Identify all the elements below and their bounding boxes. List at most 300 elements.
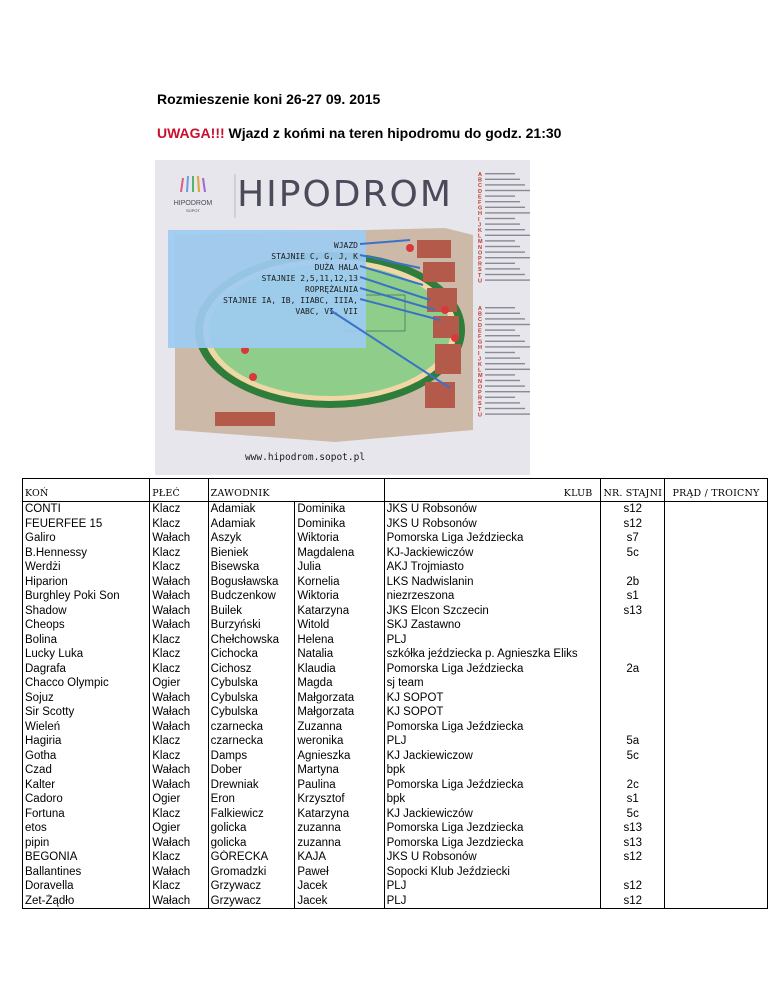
cell-nazwisko: Aszyk [208,531,295,546]
cell-plec: Wałach [150,531,208,546]
callout-line-7: VABC, VI, VII [295,307,358,316]
callout-line-6: STAJNIE IA, IB, IIABC, IIIA, [223,296,358,305]
cell-klub: sj team [384,676,601,691]
cell-nr-stajni [601,647,665,662]
header-zawodnik-blank [295,479,384,502]
cell-imie: Małgorzata [295,705,384,720]
cell-kon: Werdżi [23,560,150,575]
cell-kon: Shadow [23,604,150,619]
cell-nr-stajni: s12 [601,502,665,517]
cell-prad [665,865,768,880]
cell-nazwisko: golicka [208,836,295,851]
cell-nazwisko: Builek [208,604,295,619]
cell-nazwisko: Bogusławska [208,575,295,590]
legend-description-line [485,346,530,347]
cell-nr-stajni: s1 [601,589,665,604]
cell-klub: Pomorska Liga Jeździecka [384,531,601,546]
legend-letter: K [478,362,482,368]
legend-letter: B [478,177,482,184]
cell-kon: Wieleń [23,720,150,735]
cell-plec: Klacz [150,807,208,822]
legend-letter: A [478,172,482,178]
legend-letter: H [478,211,482,218]
cell-kon: B.Hennessy [23,546,150,561]
map-url: www.hipodrom.sopot.pl [244,452,366,463]
cell-imie: Małgorzata [295,691,384,706]
cell-klub: PLJ [384,894,601,909]
legend-description-line [485,195,515,196]
warning-line [157,125,561,141]
cell-prad [665,560,768,575]
cell-kon: BEGONIA [23,850,150,865]
legend-description-line [485,201,520,202]
legend-description-line [485,235,530,236]
cell-kon: Dagrafa [23,662,150,677]
cell-klub: Pomorska Liga Jeździecka [384,662,601,677]
cell-nr-stajni [601,676,665,691]
map-big-title: HIPODROM [237,174,453,215]
cell-prad [665,647,768,662]
cell-plec: Wałach [150,778,208,793]
cell-imie: Jacek [295,879,384,894]
cell-kon: Doravella [23,879,150,894]
cell-plec: Ogier [150,676,208,691]
cell-nazwisko: Cichocka [208,647,295,662]
cell-prad [665,705,768,720]
cell-plec: Ogier [150,821,208,836]
cell-imie: Krzysztof [295,792,384,807]
cell-klub: JKS U Robsonów [384,502,601,517]
cell-imie: Paweł [295,865,384,880]
cell-nazwisko: Damps [208,749,295,764]
cell-plec: Wałach [150,618,208,633]
cell-nazwisko: Adamiak [208,517,295,532]
cell-nr-stajni: s13 [601,836,665,851]
cell-klub: bpk [384,763,601,778]
legend-letter: M [478,239,483,246]
cell-plec: Klacz [150,734,208,749]
legend-description-line [485,329,515,330]
cell-imie: weronika [295,734,384,749]
cell-kon: Czad [23,763,150,778]
cell-prad [665,763,768,778]
cell-klub: KJ Jackiewiczów [384,807,601,822]
cell-plec: Wałach [150,575,208,590]
legend-description-line [485,318,525,319]
table-row [23,662,768,677]
cell-kon: CONTI [23,502,150,517]
cell-nr-stajni: s1 [601,792,665,807]
warning-prefix: UWAGA!!! [157,125,225,141]
cell-imie: Dominika [295,517,384,532]
cell-prad [665,778,768,793]
cell-plec: Klacz [150,517,208,532]
cell-plec: Wałach [150,894,208,909]
cell-imie: Paulina [295,778,384,793]
cell-plec: Klacz [150,546,208,561]
legend-letter: P [478,390,482,396]
cell-nr-stajni [601,705,665,720]
cell-kon: Fortuna [23,807,150,822]
cell-imie: Katarzyna [295,807,384,822]
legend-description-line [485,218,515,219]
cell-nazwisko: Bieniek [208,546,295,561]
table-row [23,734,768,749]
legend-letter: U [478,412,482,419]
cell-kon: Chacco Olympic [23,676,150,691]
cell-nazwisko: Eron [208,792,295,807]
callout-line-4: STAJNIE 2,5,11,12,13 [261,274,358,283]
cell-klub: Pomorska Liga Jeździecka [384,778,601,793]
cell-nr-stajni [601,633,665,648]
cell-imie: Dominika [295,502,384,517]
cell-nazwisko: Cichosz [208,662,295,677]
cell-nr-stajni: 5c [601,546,665,561]
legend-description-line [485,190,530,191]
cell-klub: Pomorska Liga Jezdziecka [384,836,601,851]
cell-klub: KJ-Jackiewiczów [384,546,601,561]
cell-nr-stajni: 2c [601,778,665,793]
table-row [23,749,768,764]
table-row [23,618,768,633]
legend-description-line [485,257,530,258]
cell-nr-stajni [601,720,665,735]
legend-description-line [485,352,515,353]
cell-klub: SKJ Zastawno [384,618,601,633]
table-row [23,879,768,894]
cell-prad [665,502,768,517]
legend-letter: S [478,401,482,408]
cell-klub: KJ Jackiewiczow [384,749,601,764]
cell-imie: zuzanna [295,821,384,836]
cell-kon: Hiparion [23,575,150,590]
cell-nr-stajni: s13 [601,604,665,619]
cell-plec: Klacz [150,662,208,677]
cell-prad [665,517,768,532]
legend-letter: L [478,367,482,374]
cell-nazwisko: Bisewska [208,560,295,575]
legend-letter: B [478,311,482,318]
table-row [23,604,768,619]
cell-nazwisko: golicka [208,821,295,836]
table-row [23,821,768,836]
cell-nr-stajni: s7 [601,531,665,546]
legend-letter: T [478,272,482,279]
legend-description-line [485,279,530,280]
table-header-row [23,479,768,502]
legend-description-line [485,173,515,174]
cell-nr-stajni: s12 [601,517,665,532]
cell-plec: Klacz [150,850,208,865]
legend-letter: C [478,183,482,190]
legend-letter: U [478,278,482,285]
cell-prad [665,850,768,865]
cell-nazwisko: Cybulska [208,691,295,706]
cell-nazwisko: Budczenkow [208,589,295,604]
cell-kon: Bolina [23,633,150,648]
legend-description-line [485,246,520,247]
cell-nazwisko: Grzywacz [208,894,295,909]
cell-imie: KAJA [295,850,384,865]
cell-nr-stajni [601,763,665,778]
table-row [23,560,768,575]
legend-description-line [485,212,530,213]
legend-letter: M [478,373,483,380]
cell-nazwisko: Grzywacz [208,879,295,894]
table-row [23,531,768,546]
cell-kon: Sir Scotty [23,705,150,720]
cell-nr-stajni: s12 [601,879,665,894]
cell-prad [665,604,768,619]
legend-description-line [485,313,520,314]
legend-letter: O [478,250,483,257]
cell-plec: Wałach [150,589,208,604]
table-row [23,763,768,778]
cell-kon: Kalter [23,778,150,793]
header-prad: PRĄD / TROICNY [665,479,768,502]
legend-description-line [485,184,525,185]
cell-nr-stajni: 5c [601,749,665,764]
cell-nazwisko: Cybulska [208,705,295,720]
cell-nr-stajni: 2b [601,575,665,590]
table-row [23,691,768,706]
legend-letter: K [478,228,482,234]
cell-prad [665,894,768,909]
legend-description-line [485,380,520,381]
horse-table [22,478,768,909]
header-klub-text: KLUB [563,487,593,499]
cell-klub: AKJ Trojmiasto [384,560,601,575]
legend-description-line [485,391,530,392]
legend-letter: F [478,334,482,340]
legend-letter: E [478,328,482,335]
table-row [23,792,768,807]
cell-kon: Sojuz [23,691,150,706]
legend-description-line [485,397,515,398]
cell-prad [665,589,768,604]
legend-description-line [485,324,530,325]
legend-description-line [485,229,525,230]
cell-klub: niezrzeszona [384,589,601,604]
cell-nr-stajni: s12 [601,894,665,909]
legend-letter: O [478,384,483,391]
cell-nazwisko: Falkiewicz [208,807,295,822]
warning-text: Wjazd z końmi na teren hipodromu do godz. 21:30 [224,125,562,141]
header-plec: PŁEĆ [150,479,208,502]
cell-prad [665,807,768,822]
legend-letter: J [478,356,482,363]
cell-imie: Witold [295,618,384,633]
cell-nr-stajni: s12 [601,850,665,865]
cell-prad [665,879,768,894]
legend-letter: D [478,188,482,195]
cell-imie: Julia [295,560,384,575]
cell-klub: PLJ [384,734,601,749]
cell-plec: Klacz [150,749,208,764]
legend-letter: H [478,345,482,352]
callout-line-1: WJAZD [333,241,358,250]
legend-description-line [485,307,515,308]
table-row [23,778,768,793]
callout-line-5: ROPRĘŻALNIA [305,285,358,294]
legend-letter: N [478,244,482,251]
legend-letter: J [478,222,482,229]
table-row [23,850,768,865]
cell-imie: Agnieszka [295,749,384,764]
legend-description-line [485,374,515,375]
legend-letter: I [478,350,480,357]
horse-table-body [23,502,768,909]
cell-plec: Wałach [150,720,208,735]
cell-prad [665,676,768,691]
legend-letter: E [478,194,482,201]
cell-prad [665,662,768,677]
cell-nr-stajni [601,618,665,633]
cell-kon: etos [23,821,150,836]
table-row [23,575,768,590]
legend-letter: N [478,378,482,385]
legend-letter: I [478,216,480,223]
legend-description-line [485,408,525,409]
legend-description-line [485,274,525,275]
cell-plec: Wałach [150,865,208,880]
legend-description-line [485,335,520,336]
table-row [23,720,768,735]
cell-imie: Magda [295,676,384,691]
cell-klub: JKS Elcon Szczecin [384,604,601,619]
cell-klub: KJ SOPOT [384,691,601,706]
table-row [23,676,768,691]
page-title: Rozmieszenie koni 26-27 09. 2015 [157,91,381,107]
cell-imie: Katarzyna [295,604,384,619]
callout-line-3: DUŻA HALA [314,263,358,272]
cell-klub: PLJ [384,633,601,648]
logo-word: HIPODROM [173,200,213,207]
legend-description-line [485,268,520,269]
cell-imie: Klaudia [295,662,384,677]
cell-imie: Martyna [295,763,384,778]
table-row [23,836,768,851]
cell-plec: Klacz [150,560,208,575]
cell-kon: Zet-Żądło [23,894,150,909]
table-row [23,807,768,822]
cell-kon: Burghley Poki Son [23,589,150,604]
cell-plec: Wałach [150,836,208,851]
cell-imie: Jacek [295,894,384,909]
cell-imie: Kornelia [295,575,384,590]
cell-klub: Pomorska Liga Jeździecka [384,720,601,735]
cell-plec: Klacz [150,502,208,517]
legend-description-line [485,179,520,180]
cell-nazwisko: Gromadzki [208,865,295,880]
cell-kon: Galiro [23,531,150,546]
cell-kon: Lucky Luka [23,647,150,662]
header-zawodnik: ZAWODNIK [208,479,295,502]
cell-prad [665,575,768,590]
cell-klub: PLJ [384,879,601,894]
legend-letter: P [478,256,482,262]
legend-letter: L [478,233,482,240]
callout-line-2: STAJNIE C, G, J, K [271,252,358,261]
cell-klub: JKS U Robsonów [384,517,601,532]
cell-nazwisko: Cybulska [208,676,295,691]
legend-description-line [485,402,520,403]
cell-plec: Wałach [150,705,208,720]
cell-nazwisko: czarnecka [208,720,295,735]
cell-klub: szkółka jeździecka p. Agnieszka Eliks [384,647,601,662]
cell-imie: Wiktoria [295,589,384,604]
cell-klub: Pomorska Liga Jezdziecka [384,821,601,836]
cell-imie: Magdalena [295,546,384,561]
cell-kon: Cheops [23,618,150,633]
cell-nazwisko: Adamiak [208,502,295,517]
table-row [23,865,768,880]
cell-plec: Klacz [150,879,208,894]
cell-imie: Natalia [295,647,384,662]
cell-prad [665,792,768,807]
cell-plec: Klacz [150,647,208,662]
cell-nr-stajni [601,691,665,706]
legend-description-line [485,385,525,386]
cell-kon: FEUERFEE 15 [23,517,150,532]
cell-imie: Helena [295,633,384,648]
legend-description-line [485,413,530,414]
legend-letter: D [478,322,482,329]
cell-imie: zuzanna [295,836,384,851]
cell-nazwisko: Dober [208,763,295,778]
table-row [23,589,768,604]
cell-nazwisko: Chełchowska [208,633,295,648]
cell-prad [665,720,768,735]
cell-plec: Klacz [150,633,208,648]
cell-kon: Hagiria [23,734,150,749]
legend-letter: G [478,205,483,212]
legend-description-line [485,207,525,208]
table-row [23,705,768,720]
cell-plec: Wałach [150,604,208,619]
cell-nazwisko: Drewniak [208,778,295,793]
cell-nazwisko: czarnecka [208,734,295,749]
table-row [23,633,768,648]
cell-nr-stajni: 2a [601,662,665,677]
table-row [23,647,768,662]
cell-imie: Wiktoria [295,531,384,546]
legend-letter: T [478,406,482,413]
cell-prad [665,836,768,851]
cell-plec: Wałach [150,763,208,778]
legend-letter: S [478,267,482,274]
table-row [23,517,768,532]
cell-kon: Gotha [23,749,150,764]
cell-nr-stajni [601,560,665,575]
cell-prad [665,546,768,561]
cell-kon: pipin [23,836,150,851]
cell-nr-stajni: 5c [601,807,665,822]
cell-prad [665,821,768,836]
cell-klub: JKS U Robsonów [384,850,601,865]
cell-kon: Cadoro [23,792,150,807]
cell-plec: Wałach [150,691,208,706]
legend-letter: A [478,306,482,312]
legend-letter: F [478,200,482,206]
cell-nr-stajni: s13 [601,821,665,836]
cell-imie: Zuzanna [295,720,384,735]
header-klub [384,479,601,502]
cell-prad [665,691,768,706]
legend-description-line [485,223,520,224]
cell-klub: KJ SOPOT [384,705,601,720]
header-kon: KOŃ [23,479,150,502]
